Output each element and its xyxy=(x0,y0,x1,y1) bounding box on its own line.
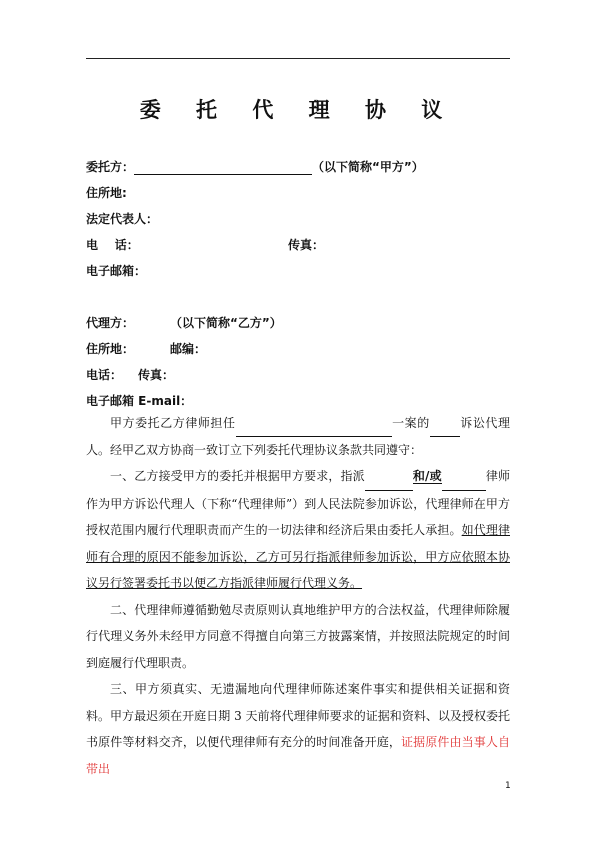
agent-phone-label: 电话： xyxy=(86,368,123,382)
document-title: 委 托 代 理 协 议 xyxy=(139,98,457,122)
principal-name-blank[interactable] xyxy=(134,162,312,175)
intro-text-3: 诉讼代理人。经甲乙双方协商一致订立下列委托代理协议条款共同遵守： xyxy=(86,416,510,457)
principal-label: 委托方： xyxy=(86,160,135,174)
agent-line xyxy=(86,314,510,334)
agent-address-label: 住所地： xyxy=(86,342,135,356)
clause-3 xyxy=(86,676,510,782)
clause1-underlined: 如代理律师有合理的原因不能参加诉讼，乙方可另行指派律师参加诉讼，甲方应依照本协议另行签署委托书以便乙方指派律师履行代理义务。 xyxy=(86,523,510,590)
agent-fax-label: 传真： xyxy=(138,368,175,382)
clause-2: 二、代理律师遵循勤勉尽责原则认真地维护甲方的合法权益，代理律师除履行代理义务外未经甲方同意不得擅自向第三方披露案情，并按照法院规定的时间到庭履行代理职责。 xyxy=(86,602,510,670)
clause1-text-2: 律师作为甲方诉讼代理人（下称“代理律师”）到人民法院参加诉讼，代理律师在甲方授权范围内履行代理职责而产生的一切法律和经济后果由委托人承担。 xyxy=(86,469,510,537)
agreement-body xyxy=(86,410,510,782)
principal-address: 住所地: xyxy=(86,186,127,200)
clause3-text: 三、甲方须真实、无遗漏地向代理律师陈述案件事实和提供相关证据和资料。甲方最迟须在开庭日期 3 天前将代理律师要求的证据和资料、以及授权委托书原件等材料交齐，以便代理律师有充分的时间准备开庭， xyxy=(86,682,510,749)
principal-email: 电子邮箱： xyxy=(86,264,147,278)
agent-label: 代理方： xyxy=(86,316,135,330)
agent-email: 电子邮箱 E-mail： xyxy=(86,394,193,408)
principal-suffix: （以下简称“甲方”） xyxy=(312,160,424,174)
litigation-type-blank[interactable] xyxy=(430,424,460,437)
principal-legal-rep: 法定代表人： xyxy=(86,212,159,226)
lawyer-a-blank[interactable] xyxy=(365,478,413,491)
principal-phone-label: 电 话： xyxy=(86,238,139,252)
lawyer-b-blank[interactable] xyxy=(442,478,486,491)
clause1-text-1: 一、乙方接受甲方的委托并根据甲方要求，指派 xyxy=(110,469,365,483)
and-or-text: 和/或 xyxy=(412,469,442,483)
agent-postcode-label: 邮编： xyxy=(170,342,207,356)
page-number: 1 xyxy=(505,781,511,791)
case-name-blank[interactable] xyxy=(236,424,392,437)
intro-text-2: 一案的 xyxy=(391,416,430,430)
principal-fax-label: 传真： xyxy=(288,238,325,252)
principal-line xyxy=(86,158,510,178)
clause3-red-text: 证据原件由当事人自带出 xyxy=(86,735,510,776)
agent-contact-line xyxy=(86,366,510,386)
intro-text-1: 甲方委托乙方律师担任 xyxy=(110,416,236,430)
header-rule xyxy=(86,58,510,59)
clause-1 xyxy=(86,463,510,597)
agent-suffix: （以下简称“乙方”） xyxy=(170,316,282,330)
intro-paragraph xyxy=(86,410,510,463)
principal-contact-line xyxy=(86,236,510,256)
agent-address-line xyxy=(86,340,510,360)
